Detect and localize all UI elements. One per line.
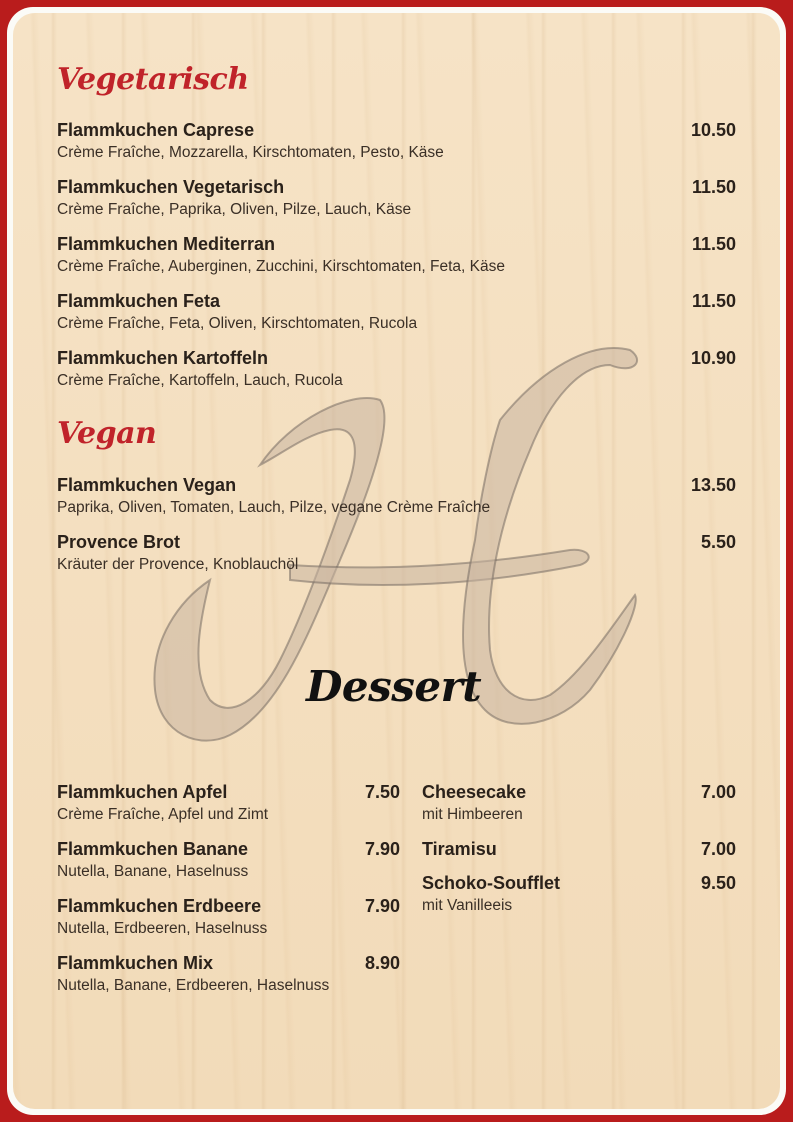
item-price: 9.50 [700, 873, 736, 893]
section-title-vegan: Vegan [57, 416, 157, 451]
item-price: 5.50 [700, 532, 736, 552]
item-price: 11.50 [691, 291, 736, 311]
item-desc: Nutella, Erdbeeren, Haselnuss [57, 920, 268, 937]
menu-item [422, 872, 560, 916]
item-desc: mit Vanilleeis [422, 897, 513, 914]
item-name: Cheesecake [422, 782, 527, 802]
section-title-dessert: Dessert [306, 662, 482, 711]
item-price: 7.00 [700, 782, 736, 802]
menu-item [57, 838, 248, 882]
menu-item [57, 290, 417, 334]
item-name: Flammkuchen Kartoffeln [57, 348, 269, 368]
item-name: Flammkuchen Vegetarisch [57, 177, 285, 197]
item-price: 13.50 [690, 475, 736, 495]
item-desc: Nutella, Banane, Haselnuss [57, 863, 249, 880]
menu-item [422, 838, 497, 860]
item-price: 8.90 [364, 953, 400, 973]
item-name: Flammkuchen Erdbeere [57, 896, 262, 916]
item-name: Provence Brot [57, 532, 181, 552]
menu-item [57, 952, 329, 996]
menu-item [57, 233, 505, 277]
item-name: Flammkuchen Banane [57, 839, 249, 859]
item-price: 10.90 [690, 348, 736, 368]
item-desc: mit Himbeeren [422, 806, 523, 823]
item-desc: Paprika, Oliven, Tomaten, Lauch, Pilze, vegane Crème Fraîche [57, 499, 491, 516]
item-name: Flammkuchen Mix [57, 953, 214, 973]
item-name: Flammkuchen Feta [57, 291, 221, 311]
menu-item [57, 781, 268, 825]
menu-item [57, 347, 343, 391]
item-price: 11.50 [691, 177, 736, 197]
item-desc: Kräuter der Provence, Knoblauchöl [57, 556, 299, 573]
item-desc: Crème Fraîche, Apfel und Zimt [57, 806, 269, 823]
item-price: 11.50 [691, 234, 736, 254]
item-desc: Crème Fraîche, Kartoffeln, Lauch, Rucola [57, 372, 343, 389]
item-price: 7.90 [364, 896, 400, 916]
item-name: Tiramisu [422, 839, 497, 859]
item-desc: Nutella, Banane, Erdbeeren, Haselnuss [57, 977, 330, 994]
item-price: 7.50 [364, 782, 400, 802]
item-name: Schoko-Soufflet [422, 873, 560, 893]
menu-item [57, 474, 490, 518]
item-desc: Crème Fraîche, Auberginen, Zucchini, Kirschtomaten, Feta, Käse [57, 258, 505, 275]
item-desc: Crème Fraîche, Feta, Oliven, Kirschtomaten, Rucola [57, 315, 418, 332]
item-price: 10.50 [690, 120, 736, 140]
menu-item [57, 176, 411, 220]
item-price: 7.90 [364, 839, 400, 859]
item-name: Flammkuchen Apfel [57, 782, 228, 802]
section-title-vegetarisch: Vegetarisch [57, 62, 249, 97]
item-name: Flammkuchen Caprese [57, 120, 255, 140]
menu-item [57, 531, 298, 575]
item-desc: Crème Fraîche, Paprika, Oliven, Pilze, Lauch, Käse [57, 201, 412, 218]
menu-item [422, 781, 526, 825]
item-desc: Crème Fraîche, Mozzarella, Kirschtomaten, Pesto, Käse [57, 144, 444, 161]
item-name: Flammkuchen Vegan [57, 475, 237, 495]
menu-item [57, 895, 267, 939]
item-name: Flammkuchen Mediterran [57, 234, 276, 254]
menu-item [57, 119, 444, 163]
item-price: 7.00 [700, 839, 736, 859]
